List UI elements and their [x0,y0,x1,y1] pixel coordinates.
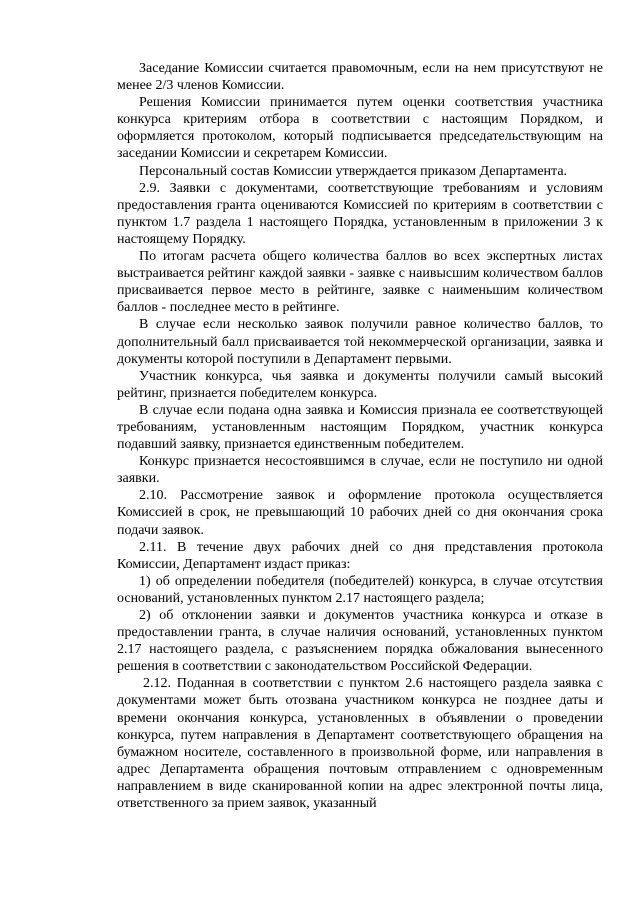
document-body [117,60,603,812]
paragraph-decisions: Решения Комиссии принимается путем оценки соответствия участника конкурса критериям отбора в соответствии с настоящим Порядком, и оформляется протоколом, который подписывается председательствующим на заседании Комиссии и секретарем Комиссии. [117,95,603,162]
paragraph-single-application: В случае если подана одна заявка и Комиссия признала ее соответствующей требованиям, установленным настоящим Порядком, участник конкурса подавший заявку, признается единственным победителем. [117,402,603,453]
paragraph-equal-score: В случае если несколько заявок получили равное количество баллов, то дополнительный балл присваивается той некоммерческой организации, заявка и документы которой поступили в Департамент первыми. [117,317,603,367]
paragraph-quorum: Заседание Комиссии считается правомочным, если на нем присутствуют не менее 2/3 членов Комиссии. [117,61,603,94]
paragraph-2-11: 2.11. В течение двух рабочих дней со дня представления протокола Комиссии, Департамент издаст приказ: [117,539,603,572]
paragraph-winner: Участник конкурса, чья заявка и документы получили самый высокий рейтинг, признается победителем конкурса. [117,368,603,401]
paragraph-composition: Персональный состав Комиссии утверждается приказом Департамента. [139,163,568,179]
paragraph-failed-contest: Конкурс признается несостоявшимся в случае, если не поступило ни одной заявки. [117,454,603,487]
paragraph-2-9: 2.9. Заявки с документами, соответствующие требованиям и условиям предоставления гранта оцениваются Комиссией по критериям в соответствии с пунктом 1.7 раздела 1 настоящего Порядка, установленным в приложении 3 к настоящему Порядку. [117,180,603,247]
paragraph-order-item-1: 1) об определении победителя (победителей) конкурса, в случае отсутствия оснований, установленных пунктом 2.17 настоящего раздела; [117,573,603,606]
paragraph-order-item-2: 2) об отклонении заявки и документов участника конкурса и отказе в предоставлении гранта, в случае наличия оснований, установленных пунктом 2.17 настоящего раздела, с разъяснением порядка обжалования вынесенного решения в соответствии с законодательством Российской Федерации. [117,608,603,675]
paragraph-2-10: 2.10. Рассмотрение заявок и оформление протокола осуществляется Комиссией в срок, не превышающий 10 рабочих дней со дня окончания срока подачи заявок. [117,488,603,538]
paragraph-rating: По итогам расчета общего количества баллов во всех экспертных листах выстраивается рейтинг каждой заявки - заявке с наивысшим количеством баллов присваивается первое место в рейтинге, заявке с наименьшим количеством баллов - последнее место в рейтинге. [117,249,603,316]
paragraph-2-12: 2.12. Поданная в соответствии с пунктом 2.6 настоящего раздела заявка с документами может быть отозвана участником конкурса не позднее даты и времени окончания конкурса, установленных в объявлении о проведении конкурса, путем направления в Департамент соответствующего обращения на бумажном носителе, составленного в произвольной форме, или направления в адрес Департамента обращения почтовым отправлением с одновременным направлением в виде сканированной копии на адрес электронной почты лица, ответственного за прием заявок, указанный [117,676,603,812]
